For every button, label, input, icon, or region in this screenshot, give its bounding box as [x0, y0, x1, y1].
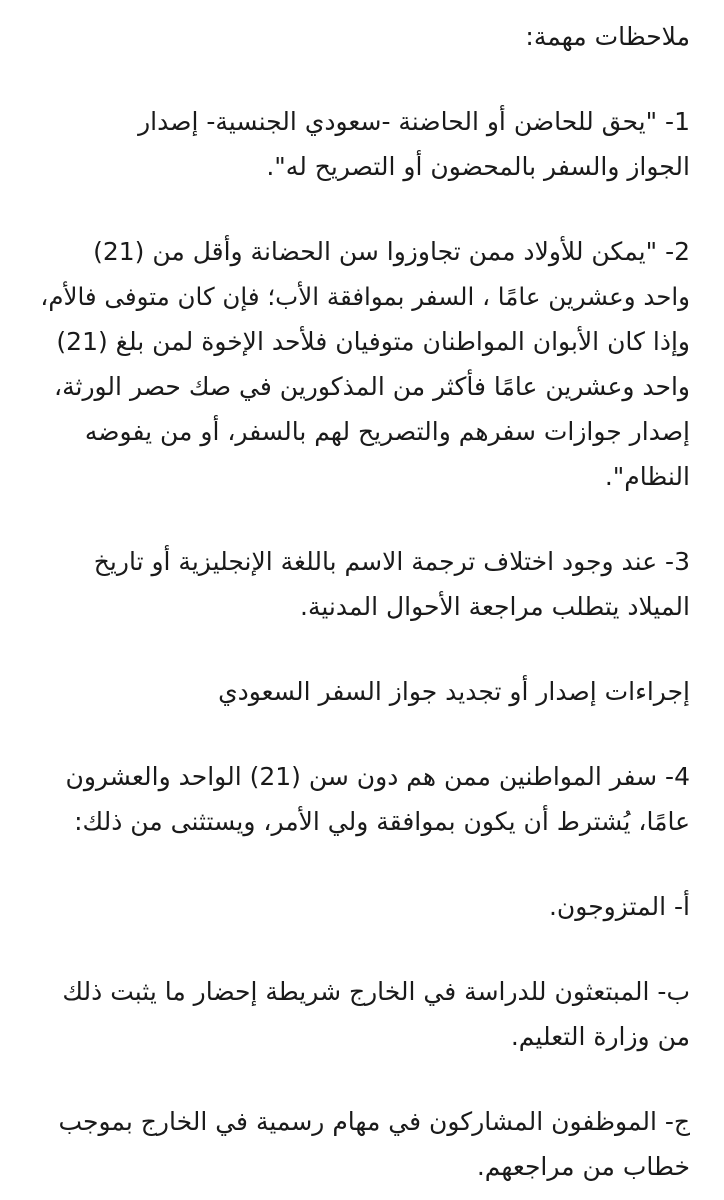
note-2-line: 2- "يمكن للأولاد ممن تجاوزوا سن الحضانة وأقل من (21) [93, 237, 690, 266]
exception-b [34, 969, 690, 1059]
note-3 [34, 539, 690, 629]
section-subheading [34, 669, 690, 714]
exception-b-line: من وزارة التعليم. [510, 1022, 690, 1051]
note-2-line: واحد وعشرين عامًا ، السفر بموافقة الأب؛ فإن كان متوفى فالأم، [40, 282, 690, 311]
document-body [34, 14, 690, 1189]
note-2-line: النظام". [604, 462, 690, 491]
exception-a [34, 884, 690, 929]
note-4-line: 4- سفر المواطنين ممن هم دون سن (21) الواحد والعشرون [65, 762, 690, 791]
note-1-line: 1- "يحق للحاضن أو الحاضنة -سعودي الجنسية- إصدار [138, 107, 690, 136]
exception-c-line: خطاب من مراجعهم. [476, 1152, 690, 1181]
note-3-line: الميلاد يتطلب مراجعة الأحوال المدنية. [300, 592, 690, 621]
exception-c-line: ج- الموظفون المشاركون في مهام رسمية في الخارج بموجب [58, 1107, 690, 1136]
note-4 [34, 754, 690, 844]
heading-line: ملاحظات مهمة: [525, 22, 690, 51]
exception-a-line: أ- المتزوجون. [548, 892, 690, 921]
note-2-line: إصدار جوازات سفرهم والتصريح لهم بالسفر، أو من يفوضه [84, 417, 690, 446]
note-2-line: وإذا كان الأبوان المواطنان متوفيان فلأحد الإخوة لمن بلغ (21) [56, 327, 690, 356]
note-2 [34, 229, 690, 499]
note-2-line: واحد وعشرين عامًا فأكثر من المذكورين في صك حصر الورثة، [54, 372, 690, 401]
notes-heading [34, 14, 690, 59]
note-3-line: 3- عند وجود اختلاف ترجمة الاسم باللغة الإنجليزية أو تاريخ [93, 547, 690, 576]
exception-c [34, 1099, 690, 1189]
subheading-line: إجراءات إصدار أو تجديد جواز السفر السعودي [218, 677, 690, 706]
note-1 [34, 99, 690, 189]
exception-b-line: ب- المبتعثون للدراسة في الخارج شريطة إحضار ما يثبت ذلك [62, 977, 690, 1006]
note-1-line: الجواز والسفر بالمحضون أو التصريح له". [266, 152, 690, 181]
note-4-line: عامًا، يُشترط أن يكون بموافقة ولي الأمر، ويستثنى من ذلك: [74, 807, 690, 836]
